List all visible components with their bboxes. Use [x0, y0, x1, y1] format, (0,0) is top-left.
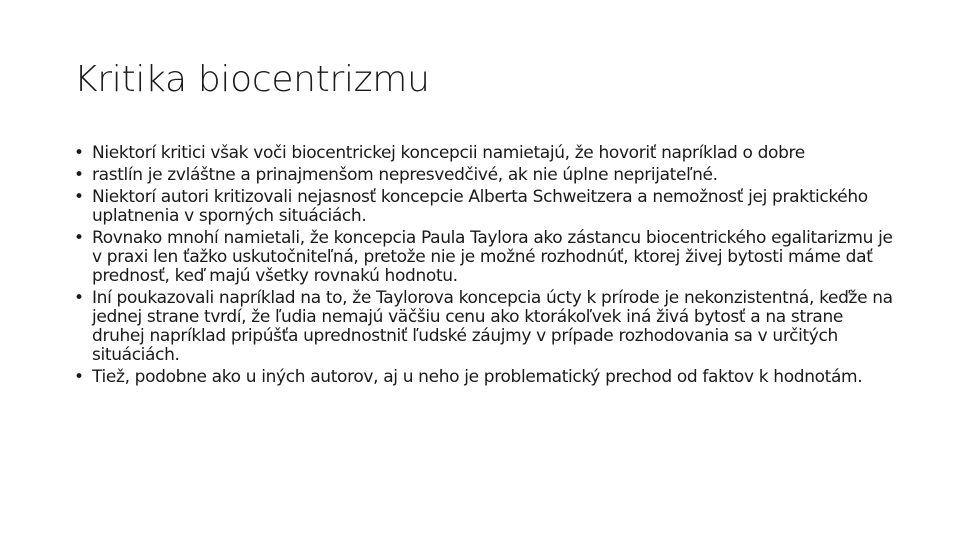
bullet-item — [74, 144, 896, 163]
bullet-item — [74, 229, 896, 286]
bullet-item — [74, 289, 896, 365]
bullet-text: rastlín je zvláštne a prinajmenšom nepresvedčivé, ak nie úplne neprijateľné. — [92, 165, 718, 185]
bullet-text: Niektorí autori kritizovali nejasnosť koncepcie Alberta Schweitzera a nemožnosť jej praktického uplatnenia v sporných situáciách. — [92, 187, 868, 226]
bullet-icon: • — [74, 187, 84, 207]
bullet-item — [74, 188, 896, 226]
bullet-icon: • — [74, 228, 84, 248]
slide-title: Kritika biocentrizmu — [74, 59, 430, 100]
bullet-text: Tiež, podobne ako u iných autorov, aj u neho je problematický prechod od faktov k hodnotám. — [92, 367, 863, 387]
bullet-text: Niektorí kritici však voči biocentrickej koncepcii namietajú, že hovoriť napríklad o dobre — [92, 143, 805, 163]
bullet-text: Iní poukazovali napríklad na to, že Taylorova koncepcia úcty k prírode je nekonzistentná, keďže na jednej strane tvrdí, že ľudia nemajú väčšiu cenu ako ktorákoľvek iná živá bytosť a na strane druhej napríklad pripúšťa uprednostniť ľudské záujmy v prípade rozhodovania sa v určitých situáciách. — [92, 288, 893, 365]
bullet-list — [74, 144, 896, 390]
bullet-icon: • — [74, 288, 84, 308]
bullet-icon: • — [74, 367, 84, 387]
bullet-icon: • — [74, 143, 84, 163]
bullet-text: Rovnako mnohí namietali, že koncepcia Paula Taylora ako zástancu biocentrického egalitarizmu je v praxi len ťažko uskutočniteľná, pretože nie je možné rozhodnúť, ktorej živej bytosti máme dať prednosť, keď majú všetky rovnakú hodnotu. — [92, 228, 893, 286]
bullet-icon: • — [74, 165, 84, 185]
bullet-item — [74, 166, 896, 185]
bullet-item — [74, 368, 896, 387]
